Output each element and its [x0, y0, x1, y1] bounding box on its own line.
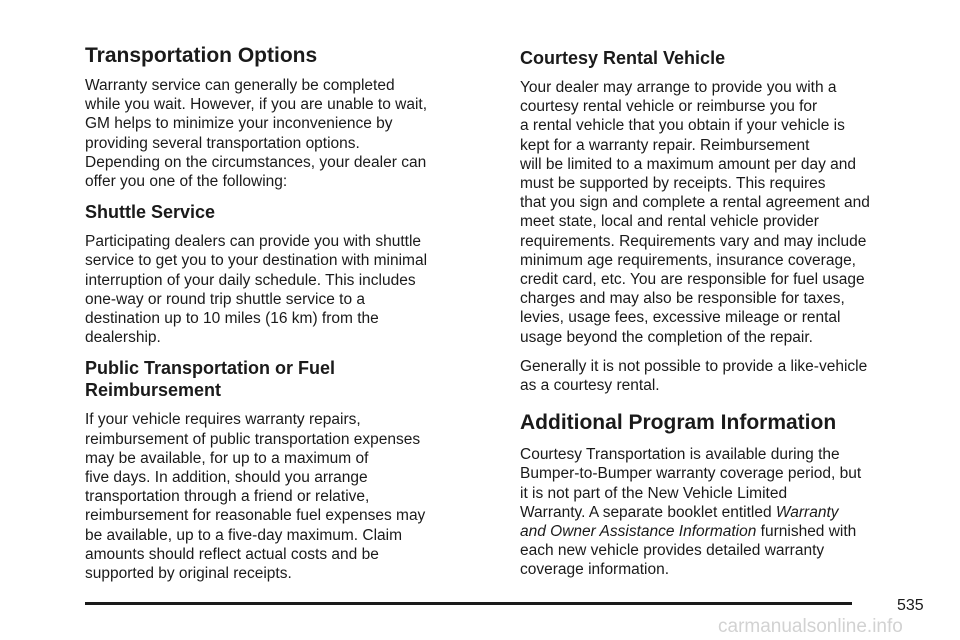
text-line: requirements. Requirements vary and may include: [520, 232, 867, 250]
rental-paragraph: [520, 78, 940, 347]
text-line: GM helps to minimize your inconvenience by: [85, 115, 393, 133]
booklet-title-italic: and Owner Assistance Information: [520, 523, 757, 541]
text-line: charges and may also be responsible for taxes,: [520, 290, 845, 308]
page-number: 535: [897, 597, 924, 614]
booklet-title-italic: Warranty: [775, 503, 839, 521]
text-fragment: Warranty. A separate booklet entitled: [520, 503, 776, 521]
text-line: while you wait. However, if you are unable to wait,: [85, 96, 428, 114]
right-column: [520, 44, 940, 590]
text-line: will be limited to a maximum amount per day and: [520, 155, 856, 173]
text-line: five days. In addition, should you arrange: [85, 469, 368, 487]
heading-line: Reimbursement: [85, 380, 222, 401]
text-line: offer you one of the following:: [85, 173, 288, 191]
shuttle-paragraph: [85, 232, 495, 347]
text-line: [520, 522, 940, 541]
text-line: one-way or round trip shuttle service to a: [85, 290, 365, 308]
text-line: usage beyond the completion of the repair.: [520, 328, 813, 346]
footer-rule: [85, 602, 852, 605]
subheading-courtesy-rental-vehicle: Courtesy Rental Vehicle: [520, 48, 726, 68]
text-line: If your vehicle requires warranty repairs,: [85, 411, 361, 429]
text-line: amounts should reflect actual costs and be: [85, 545, 379, 563]
section-title-additional-program-information: Additional Program Information: [520, 411, 837, 435]
text-line: meet state, local and rental vehicle provider: [520, 213, 819, 231]
text-line: [520, 503, 940, 522]
text-line: Participating dealers can provide you with shuttle: [85, 233, 422, 251]
text-line: coverage information.: [520, 561, 670, 579]
section-title-transportation-options: Transportation Options: [85, 44, 318, 67]
text-line: as a courtesy rental.: [520, 377, 660, 395]
text-line: interruption of your daily schedule. This includes: [85, 271, 416, 289]
text-line: must be supported by receipts. This requires: [520, 175, 826, 193]
text-line: levies, usage fees, excessive mileage or rental: [520, 309, 841, 327]
text-line: transportation through a friend or relative,: [85, 488, 370, 506]
text-line: it is not part of the New Vehicle Limited: [520, 484, 788, 502]
text-line: Bumper-to-Bumper warranty coverage period, but: [520, 465, 862, 483]
text-line: may be available, for up to a maximum of: [85, 449, 369, 467]
intro-paragraph: [85, 76, 495, 191]
watermark: carmanualsonline.info: [718, 616, 903, 637]
heading-line: Public Transportation or Fuel: [85, 358, 336, 379]
text-line: service to get you to your destination with minimal: [85, 252, 428, 270]
public-transportation-paragraph: [85, 410, 495, 583]
text-line: courtesy rental vehicle or reimburse you for: [520, 98, 818, 116]
text-line: minimum age requirements, insurance coverage,: [520, 251, 856, 269]
text-line: each new vehicle provides detailed warranty: [520, 542, 825, 560]
text-line: supported by original receipts.: [85, 565, 292, 583]
text-line: be available, up to a five-day maximum. Claim: [85, 526, 403, 544]
text-line: reimbursement of public transportation expenses: [85, 430, 421, 448]
text-line: providing several transportation options.: [85, 134, 360, 152]
like-vehicle-paragraph: [520, 357, 940, 395]
additional-paragraph: [520, 445, 940, 579]
text-line: a rental vehicle that you obtain if your vehicle is: [520, 117, 845, 135]
text-line: credit card, etc. You are responsible for fuel usage: [520, 271, 865, 289]
text-line: that you sign and complete a rental agreement and: [520, 194, 870, 212]
text-line: dealership.: [85, 329, 161, 347]
left-column: [85, 44, 495, 593]
text-line: Your dealer may arrange to provide you with a: [520, 79, 837, 96]
text-line: Warranty service can generally be completed: [85, 77, 395, 94]
subheading-public-transportation: [85, 357, 495, 401]
text-line: Depending on the circumstances, your dealer can: [85, 153, 427, 171]
text-line: Generally it is not possible to provide a like-vehicle: [520, 357, 868, 375]
text-line: kept for a warranty repair. Reimbursement: [520, 136, 810, 154]
text-fragment: furnished with: [756, 523, 857, 541]
text-line: reimbursement for reasonable fuel expenses may: [85, 507, 426, 525]
text-line: destination up to 10 miles (16 km) from the: [85, 310, 379, 328]
text-line: Courtesy Transportation is available during the: [520, 446, 840, 464]
subheading-shuttle-service: Shuttle Service: [85, 202, 216, 223]
